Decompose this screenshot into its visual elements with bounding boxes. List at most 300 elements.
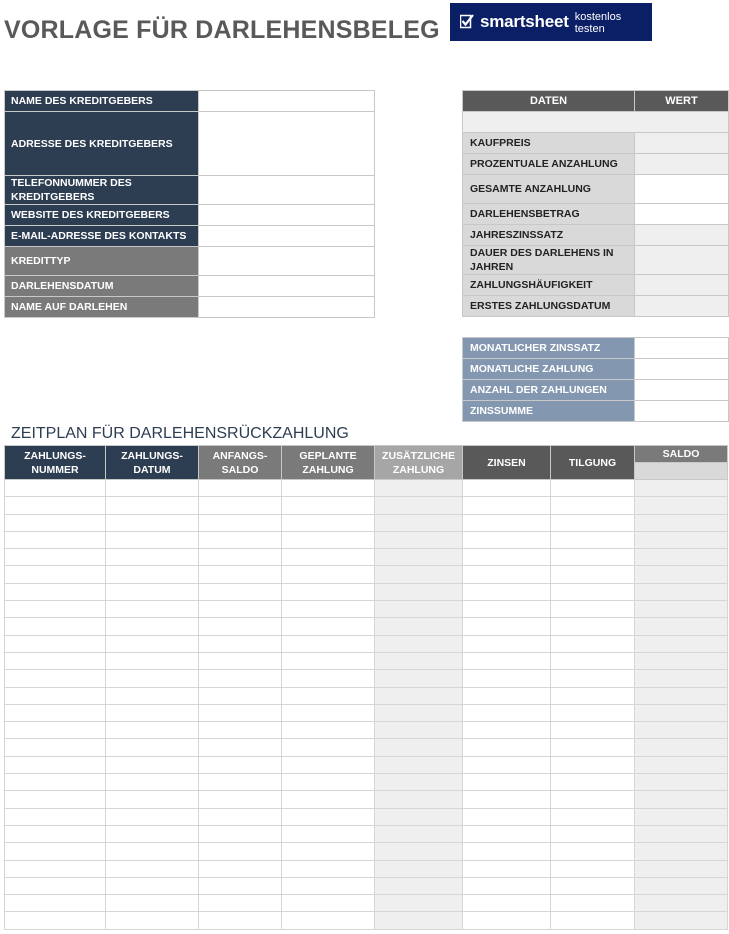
schedule-cell[interactable] bbox=[551, 670, 635, 687]
schedule-cell[interactable] bbox=[106, 670, 199, 687]
schedule-cell[interactable] bbox=[635, 704, 728, 721]
table-row bbox=[463, 175, 729, 204]
schedule-cell[interactable] bbox=[106, 860, 199, 877]
schedule-cell[interactable] bbox=[5, 756, 106, 773]
table-row bbox=[5, 722, 728, 739]
smartsheet-check-icon bbox=[460, 14, 474, 30]
col-header-geplante-zahlung: GEPLANTE ZAHLUNG bbox=[282, 446, 375, 480]
schedule-cell[interactable] bbox=[199, 670, 282, 687]
brand-tagline: kostenlos testen bbox=[574, 11, 622, 35]
data-label: JAHRESZINSSATZ bbox=[463, 225, 635, 246]
schedule-cell[interactable] bbox=[199, 601, 282, 618]
data-value-field[interactable] bbox=[635, 154, 729, 175]
schedule-cell[interactable] bbox=[463, 808, 551, 825]
schedule-cell[interactable] bbox=[551, 618, 635, 635]
schedule-cell[interactable] bbox=[551, 877, 635, 894]
data-label: DAUER DES DARLEHENS IN JAHREN bbox=[463, 246, 635, 275]
schedule-cell[interactable] bbox=[106, 843, 199, 860]
table-row bbox=[5, 247, 375, 276]
schedule-cell[interactable] bbox=[463, 895, 551, 912]
schedule-cell[interactable] bbox=[199, 531, 282, 548]
table-row bbox=[5, 739, 728, 756]
data-label: KAUFPREIS bbox=[463, 133, 635, 154]
schedule-cell[interactable] bbox=[551, 704, 635, 721]
schedule-cell[interactable] bbox=[106, 583, 199, 600]
schedule-cell[interactable] bbox=[463, 635, 551, 652]
spacer-row bbox=[463, 112, 729, 133]
schedule-cell[interactable] bbox=[551, 774, 635, 791]
data-value-field[interactable] bbox=[635, 204, 729, 225]
data-label: DARLEHENSBETRAG bbox=[463, 204, 635, 225]
table-row bbox=[5, 226, 375, 247]
schedule-cell[interactable] bbox=[551, 497, 635, 514]
table-row bbox=[463, 246, 729, 275]
schedule-cell[interactable] bbox=[635, 531, 728, 548]
schedule-cell[interactable] bbox=[282, 704, 375, 721]
schedule-cell[interactable] bbox=[635, 687, 728, 704]
schedule-cell[interactable] bbox=[551, 860, 635, 877]
page-title: VORLAGE FÜR DARLEHENSBELEG bbox=[4, 16, 440, 44]
saldo-subheader bbox=[635, 463, 728, 480]
schedule-cell[interactable] bbox=[463, 791, 551, 808]
schedule-cell[interactable] bbox=[106, 895, 199, 912]
schedule-cell[interactable] bbox=[635, 514, 728, 531]
schedule-cell[interactable] bbox=[106, 704, 199, 721]
table-row bbox=[463, 401, 729, 422]
schedule-cell[interactable] bbox=[463, 670, 551, 687]
schedule-cell[interactable] bbox=[463, 652, 551, 669]
schedule-cell[interactable] bbox=[282, 825, 375, 842]
schedule-cell[interactable] bbox=[199, 635, 282, 652]
schedule-cell[interactable] bbox=[106, 877, 199, 894]
schedule-cell[interactable] bbox=[199, 652, 282, 669]
calc-value-field[interactable] bbox=[635, 401, 729, 422]
schedule-cell[interactable] bbox=[375, 895, 463, 912]
lender-value-field[interactable] bbox=[199, 176, 375, 205]
schedule-cell[interactable] bbox=[463, 601, 551, 618]
schedule-cell[interactable] bbox=[5, 583, 106, 600]
schedule-cell[interactable] bbox=[463, 860, 551, 877]
lender-label: ADRESSE DES KREDITGEBERS bbox=[5, 112, 199, 176]
schedule-cell[interactable] bbox=[282, 618, 375, 635]
lender-info-table bbox=[4, 90, 375, 318]
schedule-cell[interactable] bbox=[551, 566, 635, 583]
schedule-cell[interactable] bbox=[375, 652, 463, 669]
schedule-cell[interactable] bbox=[463, 843, 551, 860]
schedule-cell[interactable] bbox=[199, 566, 282, 583]
schedule-cell[interactable] bbox=[463, 877, 551, 894]
schedule-cell[interactable] bbox=[463, 549, 551, 566]
schedule-cell[interactable] bbox=[551, 601, 635, 618]
calc-value-field[interactable] bbox=[635, 359, 729, 380]
schedule-cell[interactable] bbox=[282, 583, 375, 600]
lender-label: NAME AUF DARLEHEN bbox=[5, 297, 199, 318]
schedule-cell[interactable] bbox=[635, 843, 728, 860]
schedule-cell[interactable] bbox=[635, 549, 728, 566]
table-row bbox=[5, 91, 375, 112]
col-header-zinsen: ZINSEN bbox=[463, 446, 551, 480]
schedule-cell[interactable] bbox=[5, 877, 106, 894]
schedule-cell[interactable] bbox=[282, 808, 375, 825]
schedule-cell[interactable] bbox=[375, 722, 463, 739]
schedule-cell[interactable] bbox=[463, 687, 551, 704]
lender-label: DARLEHENSDATUM bbox=[5, 276, 199, 297]
schedule-cell[interactable] bbox=[551, 825, 635, 842]
schedule-cell[interactable] bbox=[106, 618, 199, 635]
schedule-cell[interactable] bbox=[463, 912, 551, 929]
schedule-cell[interactable] bbox=[5, 825, 106, 842]
data-value-field[interactable] bbox=[635, 175, 729, 204]
schedule-cell[interactable] bbox=[106, 774, 199, 791]
schedule-cell[interactable] bbox=[635, 583, 728, 600]
col-header-tilgung: TILGUNG bbox=[551, 446, 635, 480]
schedule-cell[interactable] bbox=[375, 808, 463, 825]
schedule-cell[interactable] bbox=[5, 497, 106, 514]
data-value-field[interactable] bbox=[635, 225, 729, 246]
schedule-cell[interactable] bbox=[551, 895, 635, 912]
schedule-cell[interactable] bbox=[5, 912, 106, 929]
schedule-cell[interactable] bbox=[463, 704, 551, 721]
schedule-cell[interactable] bbox=[106, 912, 199, 929]
schedule-cell[interactable] bbox=[375, 514, 463, 531]
schedule-cell[interactable] bbox=[106, 722, 199, 739]
table-row bbox=[5, 549, 728, 566]
schedule-cell[interactable] bbox=[375, 791, 463, 808]
table-row bbox=[5, 704, 728, 721]
schedule-cell[interactable] bbox=[5, 808, 106, 825]
schedule-cell[interactable] bbox=[199, 791, 282, 808]
repayment-schedule-table bbox=[4, 445, 728, 930]
table-row bbox=[463, 204, 729, 225]
table-row bbox=[5, 791, 728, 808]
schedule-cell[interactable] bbox=[375, 687, 463, 704]
schedule-cell[interactable] bbox=[199, 549, 282, 566]
schedule-cell[interactable] bbox=[199, 843, 282, 860]
schedule-cell[interactable] bbox=[282, 895, 375, 912]
schedule-cell[interactable] bbox=[551, 583, 635, 600]
schedule-cell[interactable] bbox=[199, 687, 282, 704]
schedule-cell[interactable] bbox=[282, 549, 375, 566]
schedule-cell[interactable] bbox=[106, 652, 199, 669]
table-row bbox=[463, 112, 729, 133]
schedule-cell[interactable] bbox=[5, 774, 106, 791]
calc-label: MONATLICHER ZINSSATZ bbox=[463, 338, 635, 359]
schedule-cell[interactable] bbox=[5, 480, 106, 497]
schedule-cell[interactable] bbox=[551, 531, 635, 548]
schedule-cell[interactable] bbox=[282, 601, 375, 618]
schedule-cell[interactable] bbox=[463, 531, 551, 548]
schedule-cell[interactable] bbox=[282, 566, 375, 583]
schedule-cell[interactable] bbox=[199, 825, 282, 842]
schedule-cell[interactable] bbox=[635, 860, 728, 877]
schedule-cell[interactable] bbox=[282, 652, 375, 669]
schedule-cell[interactable] bbox=[463, 618, 551, 635]
schedule-cell[interactable] bbox=[282, 756, 375, 773]
schedule-cell[interactable] bbox=[5, 739, 106, 756]
lender-label: WEBSITE DES KREDITGEBERS bbox=[5, 205, 199, 226]
schedule-cell[interactable] bbox=[375, 877, 463, 894]
col-header-zusaetzliche-zahlung: ZUSÄTZLICHE ZAHLUNG bbox=[375, 446, 463, 480]
data-label: ERSTES ZAHLUNGSDATUM bbox=[463, 296, 635, 317]
table-row bbox=[5, 670, 728, 687]
schedule-cell[interactable] bbox=[282, 635, 375, 652]
schedule-cell[interactable] bbox=[5, 531, 106, 548]
table-row bbox=[5, 297, 375, 318]
schedule-cell[interactable] bbox=[551, 843, 635, 860]
schedule-cell[interactable] bbox=[5, 635, 106, 652]
schedule-title: ZEITPLAN FÜR DARLEHENSRÜCKZAHLUNG bbox=[11, 425, 349, 442]
schedule-cell[interactable] bbox=[5, 566, 106, 583]
schedule-cell[interactable] bbox=[106, 687, 199, 704]
calc-label: MONATLICHE ZAHLUNG bbox=[463, 359, 635, 380]
table-row bbox=[5, 774, 728, 791]
table-row bbox=[5, 514, 728, 531]
data-value-field[interactable] bbox=[635, 133, 729, 154]
schedule-cell[interactable] bbox=[375, 635, 463, 652]
schedule-cell[interactable] bbox=[5, 618, 106, 635]
lender-value-field[interactable] bbox=[199, 205, 375, 226]
schedule-cell[interactable] bbox=[5, 514, 106, 531]
schedule-cell[interactable] bbox=[5, 601, 106, 618]
table-row bbox=[5, 687, 728, 704]
lender-value-field[interactable] bbox=[199, 112, 375, 176]
schedule-cell[interactable] bbox=[375, 583, 463, 600]
schedule-cell[interactable] bbox=[106, 739, 199, 756]
schedule-cell[interactable] bbox=[106, 549, 199, 566]
schedule-cell[interactable] bbox=[282, 860, 375, 877]
schedule-cell[interactable] bbox=[551, 635, 635, 652]
schedule-cell[interactable] bbox=[551, 912, 635, 929]
table-row bbox=[463, 380, 729, 401]
schedule-cell[interactable] bbox=[463, 825, 551, 842]
schedule-cell[interactable] bbox=[282, 774, 375, 791]
lender-label: TELEFONNUMMER DES KREDITGEBERS bbox=[5, 176, 199, 205]
schedule-cell[interactable] bbox=[551, 756, 635, 773]
table-row bbox=[5, 860, 728, 877]
calc-value-field[interactable] bbox=[635, 380, 729, 401]
schedule-cell[interactable] bbox=[375, 843, 463, 860]
schedule-cell[interactable] bbox=[635, 635, 728, 652]
schedule-cell[interactable] bbox=[199, 860, 282, 877]
schedule-cell[interactable] bbox=[635, 480, 728, 497]
schedule-cell[interactable] bbox=[635, 670, 728, 687]
schedule-cell[interactable] bbox=[282, 687, 375, 704]
schedule-cell[interactable] bbox=[199, 912, 282, 929]
col-header-saldo: SALDO bbox=[635, 446, 728, 463]
lender-value-field[interactable] bbox=[199, 91, 375, 112]
data-value-field[interactable] bbox=[635, 296, 729, 317]
table-row bbox=[5, 205, 375, 226]
col-header-zahlungsnummer: ZAHLUNGS- NUMMER bbox=[5, 446, 106, 480]
schedule-cell[interactable] bbox=[635, 756, 728, 773]
table-row bbox=[5, 618, 728, 635]
table-row bbox=[5, 601, 728, 618]
schedule-cell[interactable] bbox=[282, 877, 375, 894]
schedule-cell[interactable] bbox=[106, 497, 199, 514]
daten-header: DATEN bbox=[463, 91, 635, 112]
schedule-cell[interactable] bbox=[282, 843, 375, 860]
table-row bbox=[5, 497, 728, 514]
loan-data-table bbox=[462, 90, 729, 317]
schedule-cell[interactable] bbox=[199, 722, 282, 739]
schedule-cell[interactable] bbox=[635, 877, 728, 894]
col-header-anfangssaldo: ANFANGS- SALDO bbox=[199, 446, 282, 480]
schedule-cell[interactable] bbox=[199, 895, 282, 912]
table-row bbox=[5, 756, 728, 773]
schedule-cell[interactable] bbox=[199, 739, 282, 756]
schedule-cell[interactable] bbox=[551, 687, 635, 704]
schedule-cell[interactable] bbox=[551, 739, 635, 756]
schedule-cell[interactable] bbox=[375, 566, 463, 583]
schedule-cell[interactable] bbox=[635, 791, 728, 808]
schedule-cell[interactable] bbox=[375, 739, 463, 756]
table-row bbox=[5, 635, 728, 652]
schedule-cell[interactable] bbox=[635, 895, 728, 912]
schedule-cell[interactable] bbox=[199, 583, 282, 600]
schedule-cell[interactable] bbox=[635, 774, 728, 791]
col-header-zahlungsdatum: ZAHLUNGS- DATUM bbox=[106, 446, 199, 480]
schedule-cell[interactable] bbox=[635, 601, 728, 618]
smartsheet-trial-banner[interactable] bbox=[450, 3, 652, 41]
schedule-cell[interactable] bbox=[635, 808, 728, 825]
schedule-cell[interactable] bbox=[635, 618, 728, 635]
lender-label: E-MAIL-ADRESSE DES KONTAKTS bbox=[5, 226, 199, 247]
table-row bbox=[5, 652, 728, 669]
schedule-cell[interactable] bbox=[199, 497, 282, 514]
schedule-cell[interactable] bbox=[106, 825, 199, 842]
schedule-cell[interactable] bbox=[635, 497, 728, 514]
data-value-field[interactable] bbox=[635, 246, 729, 275]
data-label: GESAMTE ANZAHLUNG bbox=[463, 175, 635, 204]
table-row bbox=[5, 912, 728, 929]
calc-value-field[interactable] bbox=[635, 338, 729, 359]
schedule-cell[interactable] bbox=[5, 791, 106, 808]
lender-value-field[interactable] bbox=[199, 226, 375, 247]
schedule-cell[interactable] bbox=[375, 601, 463, 618]
schedule-cell[interactable] bbox=[375, 549, 463, 566]
schedule-cell[interactable] bbox=[5, 860, 106, 877]
schedule-cell[interactable] bbox=[106, 808, 199, 825]
lender-value-field[interactable] bbox=[199, 297, 375, 318]
schedule-cell[interactable] bbox=[199, 514, 282, 531]
schedule-cell[interactable] bbox=[282, 670, 375, 687]
schedule-cell[interactable] bbox=[635, 912, 728, 929]
schedule-cell[interactable] bbox=[106, 566, 199, 583]
lender-value-field[interactable] bbox=[199, 276, 375, 297]
schedule-cell[interactable] bbox=[375, 825, 463, 842]
table-row bbox=[5, 877, 728, 894]
schedule-cell[interactable] bbox=[551, 722, 635, 739]
table-row bbox=[5, 895, 728, 912]
table-row bbox=[5, 825, 728, 842]
schedule-cell[interactable] bbox=[463, 514, 551, 531]
lender-value-field[interactable] bbox=[199, 247, 375, 276]
calc-label: ANZAHL DER ZAHLUNGEN bbox=[463, 380, 635, 401]
schedule-cell[interactable] bbox=[635, 652, 728, 669]
schedule-cell[interactable] bbox=[199, 480, 282, 497]
schedule-cell[interactable] bbox=[282, 791, 375, 808]
schedule-cell[interactable] bbox=[551, 480, 635, 497]
schedule-cell[interactable] bbox=[375, 774, 463, 791]
schedule-cell[interactable] bbox=[375, 497, 463, 514]
table-row bbox=[5, 112, 375, 176]
schedule-cell[interactable] bbox=[5, 843, 106, 860]
schedule-cell[interactable] bbox=[106, 601, 199, 618]
schedule-cell[interactable] bbox=[375, 670, 463, 687]
schedule-cell[interactable] bbox=[5, 687, 106, 704]
schedule-cell[interactable] bbox=[463, 722, 551, 739]
schedule-cell[interactable] bbox=[375, 531, 463, 548]
schedule-cell[interactable] bbox=[463, 739, 551, 756]
schedule-cell[interactable] bbox=[199, 877, 282, 894]
schedule-cell[interactable] bbox=[282, 514, 375, 531]
schedule-cell[interactable] bbox=[106, 531, 199, 548]
schedule-cell[interactable] bbox=[551, 549, 635, 566]
schedule-cell[interactable] bbox=[375, 860, 463, 877]
calc-label: ZINSSUMME bbox=[463, 401, 635, 422]
schedule-cell[interactable] bbox=[106, 791, 199, 808]
data-label: ZAHLUNGSHÄUFIGKEIT bbox=[463, 275, 635, 296]
schedule-cell[interactable] bbox=[5, 549, 106, 566]
brand-name: smartsheet bbox=[480, 12, 569, 31]
data-value-field[interactable] bbox=[635, 275, 729, 296]
schedule-cell[interactable] bbox=[463, 774, 551, 791]
schedule-cell[interactable] bbox=[199, 704, 282, 721]
schedule-cell[interactable] bbox=[551, 514, 635, 531]
schedule-cell[interactable] bbox=[282, 739, 375, 756]
schedule-cell[interactable] bbox=[375, 756, 463, 773]
schedule-cell[interactable] bbox=[106, 756, 199, 773]
table-row bbox=[463, 275, 729, 296]
schedule-cell[interactable] bbox=[106, 514, 199, 531]
schedule-cell[interactable] bbox=[282, 722, 375, 739]
schedule-cell[interactable] bbox=[282, 912, 375, 929]
schedule-cell[interactable] bbox=[282, 480, 375, 497]
schedule-cell[interactable] bbox=[635, 722, 728, 739]
schedule-cell[interactable] bbox=[375, 704, 463, 721]
schedule-cell[interactable] bbox=[5, 895, 106, 912]
schedule-body bbox=[5, 480, 728, 930]
schedule-cell[interactable] bbox=[463, 583, 551, 600]
schedule-cell[interactable] bbox=[5, 722, 106, 739]
schedule-cell[interactable] bbox=[199, 774, 282, 791]
schedule-cell[interactable] bbox=[5, 704, 106, 721]
schedule-cell[interactable] bbox=[282, 531, 375, 548]
schedule-cell[interactable] bbox=[463, 566, 551, 583]
schedule-cell[interactable] bbox=[199, 808, 282, 825]
schedule-cell[interactable] bbox=[5, 670, 106, 687]
schedule-cell[interactable] bbox=[551, 808, 635, 825]
schedule-cell[interactable] bbox=[635, 825, 728, 842]
schedule-cell[interactable] bbox=[199, 756, 282, 773]
schedule-cell[interactable] bbox=[106, 635, 199, 652]
schedule-cell[interactable] bbox=[551, 791, 635, 808]
schedule-cell[interactable] bbox=[463, 497, 551, 514]
table-row bbox=[463, 225, 729, 246]
schedule-cell[interactable] bbox=[635, 566, 728, 583]
schedule-cell[interactable] bbox=[5, 652, 106, 669]
schedule-cell[interactable] bbox=[375, 912, 463, 929]
schedule-cell[interactable] bbox=[635, 739, 728, 756]
schedule-cell[interactable] bbox=[282, 497, 375, 514]
schedule-cell[interactable] bbox=[551, 652, 635, 669]
schedule-cell[interactable] bbox=[375, 480, 463, 497]
schedule-cell[interactable] bbox=[463, 756, 551, 773]
schedule-cell[interactable] bbox=[106, 480, 199, 497]
schedule-cell[interactable] bbox=[463, 480, 551, 497]
schedule-cell[interactable] bbox=[375, 618, 463, 635]
schedule-cell[interactable] bbox=[199, 618, 282, 635]
